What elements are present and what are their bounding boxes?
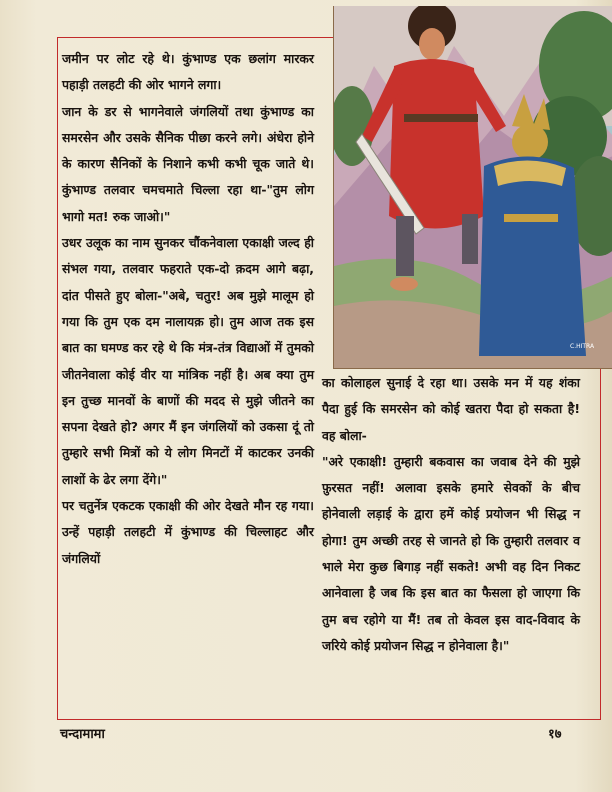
paragraph: पर चतुर्नेत्र एकटक एकाक्षी की ओर देखते मौन रह गया। उन्हें पहाड़ी तलहटी में कुंभाण्ड की चिल्लाहट और जंगलियों [62,498,314,566]
illustrator-signature: C.HITRA [570,343,595,350]
left-text-column [62,46,314,572]
story-illustration [333,6,612,369]
illustration-svg [334,6,612,368]
paragraph: "अरे एकाक्षी! तुम्हारी बकवास का जवाब देने की मुझे फ़ुरसत नहीं! अलावा इसके हमारे सेवकों के बीच होनेवाली लड़ाई के द्वारा हमें कोई प्रयोजन भी सिद्ध न होगा! तुम अच्छी तरह से जानते हो कि तुम्हारी तलवार व भाले मेरा कुछ बिगाड़ नहीं सकते! अभी वह दिन निकट आनेवाला है जब कि इस बात का फैसला हो जाएगा कि तुम बच रहोगे या मैं! तब तो केवल इस वाद-विवाद के जरिये कोई प्रयोजन सिद्ध न होनेवाला है।" [322,453,580,653]
page-number: १७ [548,727,562,742]
right-text-column [322,370,580,659]
paragraph: का कोलाहल सुनाई दे रहा था। उसके मन में यह शंका पैदा हुई कि समरसेन को कोई खतरा पैदा हो सकता है! वह बोला- [322,375,580,443]
magazine-name: चन्दामामा [60,727,105,742]
paragraph: जमीन पर लोट रहे थे। कुंभाण्ड एक छलांग मारकर पहाड़ी तलहटी की ओर भागने लगा। [62,51,314,93]
paragraph: उधर उलूक का नाम सुनकर चौंकनेवाला एकाक्षी जल्द ही संभल गया, तलवार फहराते एक-दो क़दम आगे बढ़ा, दांत पीसते हुए बोला-"अबे, चतुर! अब मुझे मालूम हो गया कि तुम एक दम नालायक़ हो। तुम आज तक इस बात का घमण्ड कर रहे थे कि मंत्र-तंत्र विद्याओं में तुमको जीतनेवाला कोई वीर या मांत्रिक नहीं है। अब क्या तुम इन तुच्छ मानवों के बाणों की मदद से मुझे जीतने का सपना देखते हो? अगर मैं इन जंगलियों को उकसा दूं तो तुम्हारे सभी मित्रों को ये लोग मिनटों में काटकर उनकी लाशों के ढेर लगा देंगे।" [62,235,314,487]
paragraph: जान के डर से भागनेवाले जंगलियों तथा कुंभाण्ड का समरसेन और उसके सैनिक पीछा करने लगे। अंधेरा होने के कारण सैनिकों के निशाने कभी कभी चूक जाते थे। कुंभाण्ड तलवार चमचमाते चिल्ला रहा था-"तुम लोग भागो मत! रुक जाओ।" [62,103,314,224]
